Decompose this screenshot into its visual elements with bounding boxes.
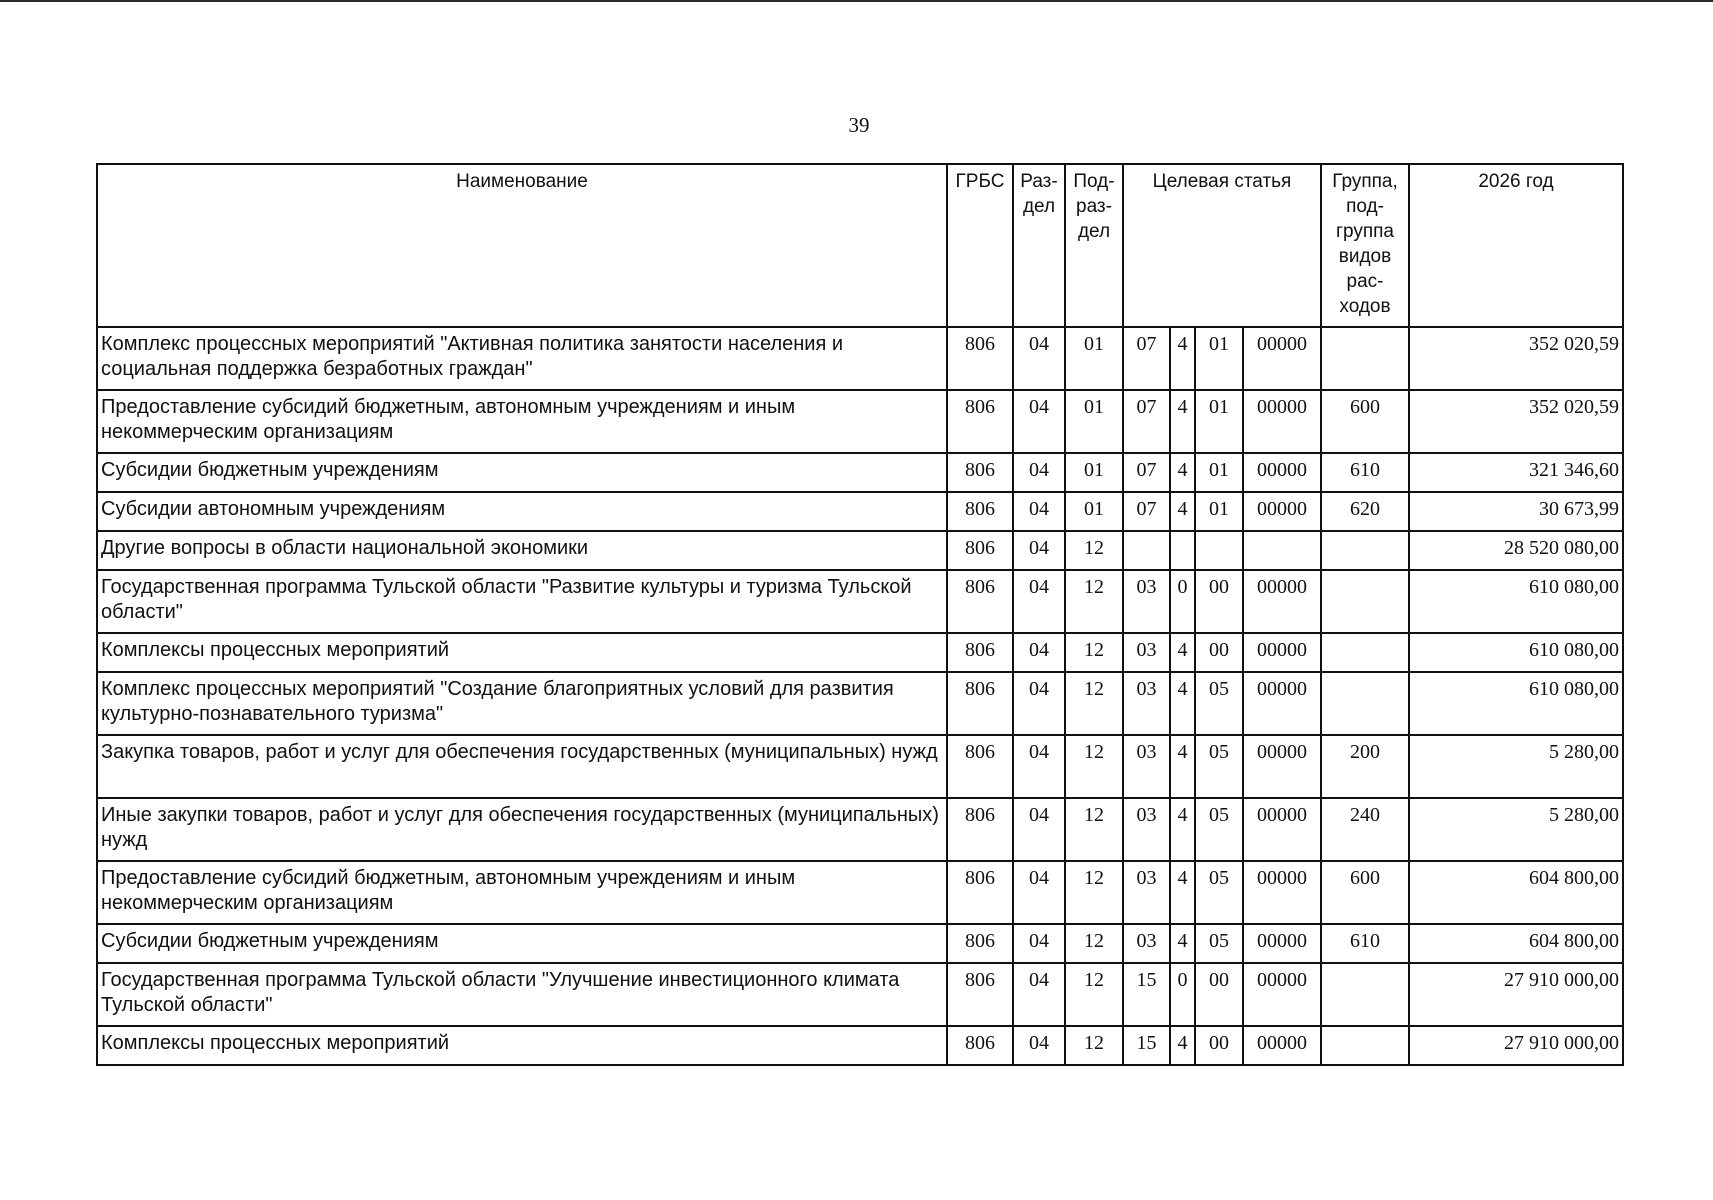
cell-razdel: 04 [1013, 390, 1065, 453]
cell-target-type: 4 [1170, 633, 1195, 672]
table-row [97, 861, 1623, 924]
cell-podrazdel: 12 [1065, 735, 1123, 798]
cell-grbs: 806 [947, 327, 1013, 390]
cell-target-direction [1243, 531, 1321, 570]
cell-target-type: 4 [1170, 327, 1195, 390]
cell-podrazdel: 01 [1065, 327, 1123, 390]
cell-grbs: 806 [947, 1026, 1013, 1065]
table-row [97, 633, 1623, 672]
cell-grbs: 806 [947, 861, 1013, 924]
cell-target-type: 4 [1170, 924, 1195, 963]
cell-target-direction: 00000 [1243, 672, 1321, 735]
cell-target-program: 07 [1123, 492, 1170, 531]
cell-target-program: 15 [1123, 1026, 1170, 1065]
table-body [97, 327, 1623, 1065]
header-name: Наименование [97, 164, 947, 327]
cell-name: Субсидии бюджетным учреждениям [97, 453, 947, 492]
cell-target-program: 07 [1123, 327, 1170, 390]
budget-table [96, 163, 1624, 1066]
cell-razdel: 04 [1013, 798, 1065, 861]
cell-grbs: 806 [947, 924, 1013, 963]
cell-name: Комплексы процессных мероприятий [97, 633, 947, 672]
page-number: 39 [848, 113, 870, 137]
cell-podrazdel: 01 [1065, 390, 1123, 453]
cell-target-direction: 00000 [1243, 1026, 1321, 1065]
cell-razdel: 04 [1013, 672, 1065, 735]
cell-target-subprogram: 05 [1195, 924, 1243, 963]
cell-target-program [1123, 531, 1170, 570]
cell-razdel: 04 [1013, 327, 1065, 390]
cell-target-program: 03 [1123, 570, 1170, 633]
cell-target-direction: 00000 [1243, 492, 1321, 531]
cell-target-type: 4 [1170, 453, 1195, 492]
cell-podrazdel: 12 [1065, 1026, 1123, 1065]
cell-expense-group [1321, 327, 1409, 390]
cell-name: Другие вопросы в области национальной экономики [97, 531, 947, 570]
cell-target-type: 4 [1170, 735, 1195, 798]
cell-expense-group [1321, 963, 1409, 1026]
header-year: 2026 год [1409, 164, 1623, 327]
table-row [97, 798, 1623, 861]
cell-target-program: 03 [1123, 924, 1170, 963]
cell-target-type: 0 [1170, 963, 1195, 1026]
cell-name: Государственная программа Тульской области "Улучшение инвестиционного климата Тульской области" [97, 963, 947, 1026]
table-row [97, 1026, 1623, 1065]
cell-target-subprogram: 05 [1195, 861, 1243, 924]
cell-amount: 321 346,60 [1409, 453, 1623, 492]
cell-amount: 30 673,99 [1409, 492, 1623, 531]
cell-razdel: 04 [1013, 735, 1065, 798]
cell-podrazdel: 12 [1065, 531, 1123, 570]
cell-razdel: 04 [1013, 570, 1065, 633]
cell-expense-group: 610 [1321, 924, 1409, 963]
cell-name: Предоставление субсидий бюджетным, автономным учреждениям и иным некоммерческим организациям [97, 861, 947, 924]
table-row [97, 924, 1623, 963]
header-target-article: Целевая статья [1123, 164, 1321, 327]
cell-target-direction: 00000 [1243, 390, 1321, 453]
cell-expense-group [1321, 531, 1409, 570]
cell-razdel: 04 [1013, 924, 1065, 963]
cell-target-subprogram: 00 [1195, 1026, 1243, 1065]
table-row [97, 390, 1623, 453]
cell-expense-group: 620 [1321, 492, 1409, 531]
cell-target-subprogram: 05 [1195, 672, 1243, 735]
cell-target-direction: 00000 [1243, 570, 1321, 633]
header-podrazdel: Под- раз- дел [1065, 164, 1123, 327]
cell-podrazdel: 12 [1065, 672, 1123, 735]
cell-amount: 5 280,00 [1409, 798, 1623, 861]
cell-razdel: 04 [1013, 633, 1065, 672]
table-row [97, 735, 1623, 798]
cell-amount: 610 080,00 [1409, 570, 1623, 633]
cell-target-subprogram: 00 [1195, 963, 1243, 1026]
cell-razdel: 04 [1013, 453, 1065, 492]
cell-amount: 27 910 000,00 [1409, 963, 1623, 1026]
cell-amount: 5 280,00 [1409, 735, 1623, 798]
cell-grbs: 806 [947, 672, 1013, 735]
cell-grbs: 806 [947, 798, 1013, 861]
cell-target-direction: 00000 [1243, 924, 1321, 963]
cell-target-subprogram: 05 [1195, 798, 1243, 861]
cell-target-direction: 00000 [1243, 963, 1321, 1026]
cell-target-subprogram: 01 [1195, 453, 1243, 492]
cell-target-type: 4 [1170, 672, 1195, 735]
cell-amount: 352 020,59 [1409, 390, 1623, 453]
cell-target-direction: 00000 [1243, 798, 1321, 861]
cell-target-subprogram: 01 [1195, 390, 1243, 453]
cell-razdel: 04 [1013, 1026, 1065, 1065]
cell-target-direction: 00000 [1243, 453, 1321, 492]
cell-target-subprogram: 00 [1195, 633, 1243, 672]
cell-target-program: 15 [1123, 963, 1170, 1026]
cell-podrazdel: 12 [1065, 861, 1123, 924]
cell-amount: 27 910 000,00 [1409, 1026, 1623, 1065]
cell-amount: 604 800,00 [1409, 924, 1623, 963]
cell-amount: 604 800,00 [1409, 861, 1623, 924]
cell-podrazdel: 01 [1065, 453, 1123, 492]
cell-grbs: 806 [947, 492, 1013, 531]
cell-target-subprogram: 01 [1195, 492, 1243, 531]
cell-target-direction: 00000 [1243, 327, 1321, 390]
cell-name: Предоставление субсидий бюджетным, автономным учреждениям и иным некоммерческим организациям [97, 390, 947, 453]
cell-name: Комплекс процессных мероприятий "Создание благоприятных условий для развития культурно-познавательного туризма" [97, 672, 947, 735]
table-row [97, 570, 1623, 633]
cell-expense-group [1321, 672, 1409, 735]
cell-name: Комплекс процессных мероприятий "Активная политика занятости населения и социальная поддержка безработных граждан" [97, 327, 947, 390]
cell-target-subprogram [1195, 531, 1243, 570]
cell-name: Субсидии бюджетным учреждениям [97, 924, 947, 963]
table-row [97, 327, 1623, 390]
table-row [97, 492, 1623, 531]
cell-target-program: 03 [1123, 735, 1170, 798]
cell-expense-group: 600 [1321, 861, 1409, 924]
cell-name: Комплексы процессных мероприятий [97, 1026, 947, 1065]
table-row [97, 672, 1623, 735]
table-row [97, 453, 1623, 492]
scan-top-edge [0, 0, 1713, 2]
cell-target-type: 4 [1170, 390, 1195, 453]
cell-grbs: 806 [947, 390, 1013, 453]
table-row [97, 531, 1623, 570]
cell-razdel: 04 [1013, 492, 1065, 531]
cell-amount: 610 080,00 [1409, 672, 1623, 735]
cell-target-type: 4 [1170, 1026, 1195, 1065]
cell-expense-group: 240 [1321, 798, 1409, 861]
cell-expense-group [1321, 633, 1409, 672]
table-header-row [97, 164, 1623, 327]
cell-name: Государственная программа Тульской области "Развитие культуры и туризма Тульской области" [97, 570, 947, 633]
cell-podrazdel: 12 [1065, 570, 1123, 633]
cell-expense-group [1321, 1026, 1409, 1065]
table-row [97, 963, 1623, 1026]
cell-target-program: 07 [1123, 453, 1170, 492]
cell-target-program: 03 [1123, 633, 1170, 672]
cell-target-subprogram: 05 [1195, 735, 1243, 798]
cell-name: Субсидии автономным учреждениям [97, 492, 947, 531]
cell-grbs: 806 [947, 735, 1013, 798]
cell-target-direction: 00000 [1243, 735, 1321, 798]
cell-target-type: 4 [1170, 861, 1195, 924]
cell-name: Иные закупки товаров, работ и услуг для обеспечения государственных (муниципальных) нужд [97, 798, 947, 861]
cell-podrazdel: 12 [1065, 963, 1123, 1026]
cell-target-program: 03 [1123, 798, 1170, 861]
cell-grbs: 806 [947, 963, 1013, 1026]
cell-target-direction: 00000 [1243, 861, 1321, 924]
cell-target-type: 4 [1170, 798, 1195, 861]
cell-name: Закупка товаров, работ и услуг для обеспечения государственных (муниципальных) нужд [97, 735, 947, 798]
cell-podrazdel: 12 [1065, 633, 1123, 672]
cell-target-program: 03 [1123, 672, 1170, 735]
header-razdel: Раз- дел [1013, 164, 1065, 327]
cell-razdel: 04 [1013, 861, 1065, 924]
cell-amount: 610 080,00 [1409, 633, 1623, 672]
cell-target-program: 03 [1123, 861, 1170, 924]
cell-target-type: 4 [1170, 492, 1195, 531]
cell-target-subprogram: 00 [1195, 570, 1243, 633]
cell-expense-group: 610 [1321, 453, 1409, 492]
cell-grbs: 806 [947, 570, 1013, 633]
cell-target-type [1170, 531, 1195, 570]
cell-target-subprogram: 01 [1195, 327, 1243, 390]
cell-razdel: 04 [1013, 531, 1065, 570]
cell-expense-group: 200 [1321, 735, 1409, 798]
cell-target-direction: 00000 [1243, 633, 1321, 672]
cell-amount: 352 020,59 [1409, 327, 1623, 390]
cell-podrazdel: 12 [1065, 924, 1123, 963]
header-grbs: ГРБС [947, 164, 1013, 327]
header-expense-group: Группа, под- группа видов рас- ходов [1321, 164, 1409, 327]
cell-grbs: 806 [947, 633, 1013, 672]
cell-target-type: 0 [1170, 570, 1195, 633]
cell-razdel: 04 [1013, 963, 1065, 1026]
cell-expense-group: 600 [1321, 390, 1409, 453]
cell-podrazdel: 12 [1065, 798, 1123, 861]
cell-expense-group [1321, 570, 1409, 633]
cell-grbs: 806 [947, 531, 1013, 570]
cell-podrazdel: 01 [1065, 492, 1123, 531]
cell-amount: 28 520 080,00 [1409, 531, 1623, 570]
cell-target-program: 07 [1123, 390, 1170, 453]
cell-grbs: 806 [947, 453, 1013, 492]
